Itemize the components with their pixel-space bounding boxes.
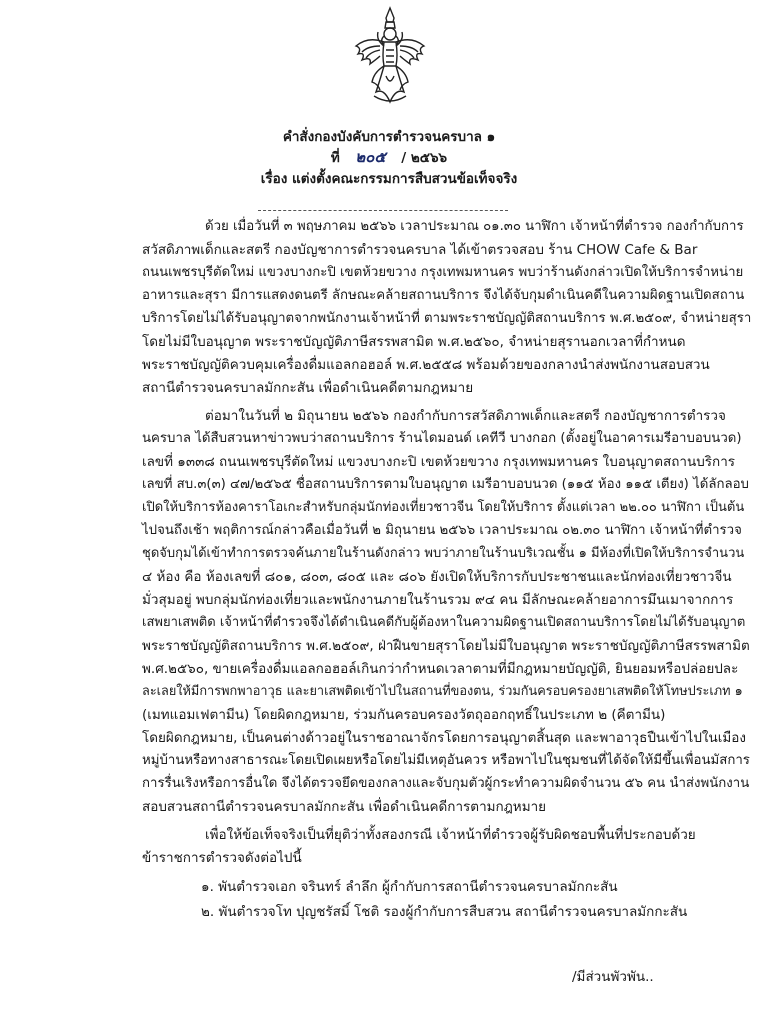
body-line: (เมทแอมเฟตามีน) โดยผิดกฎหมาย, ร่วมกันครอบครองวัตถุออกฤทธิ์ในประเภท ๒ (คีตามีน) xyxy=(142,707,666,723)
order-number-handwritten: ๒๐๕ xyxy=(355,148,386,166)
body-line: พระราชบัญญัติควบคุมเครื่องดื่มแอลกอฮอล์ พ.ศ.๒๕๕๘ พร้อมด้วยของกลางนำส่งพนักงานสอบสวน xyxy=(142,357,710,373)
body-line: เลขที่ ๑๓๓๘ ถนนเพชรบุรีตัดใหม่ แขวงบางกะปิ เขตห้วยขวาง กรุงเทพมหานคร ใบอนุญาตสถานบริการ xyxy=(142,454,736,470)
order-title: คำสั่งกองบังคับการตำรวจนครบาล ๑ xyxy=(282,129,496,145)
officer-item: ๑. พันตำรวจเอก จรินทร์ ลำลึก ผู้กำกับการสถานีตำรวจนครบาลมักกะสัน xyxy=(201,879,618,895)
body-line: มั่วสุมอยู่ พบกลุ่มนักท่องเที่ยวและพนักงานภายในร้านรวม ๙๔ คน มีลักษณะคล้ายอาการมึนเมาจากการ xyxy=(142,592,734,608)
order-number xyxy=(0,148,778,167)
body-line: พระราชบัญญัติสถานบริการ พ.ศ.๒๕๐๙, ฝ่าฝืนขายสุราโดยไม่มีใบอนุญาต พระราชบัญญัติภาษีสรรพสามิต xyxy=(142,638,750,654)
body-line: นครบาล ได้สืบสวนหาข่าวพบว่าสถานบริการ ร้านไดมอนด์ เคทีวี บางกอก (ตั้งอยู่ในอาคารเมรีอาบอบนวด) xyxy=(142,431,742,446)
body-line: สวัสดิภาพเด็กและสตรี กองบัญชาการตำรวจนครบาล ได้เข้าตรวจสอบ ร้าน CHOW Cafe & Bar xyxy=(142,242,698,258)
body-line: โดยไม่มีใบอนุญาต พระราชบัญญัติภาษีสรรพสามิต พ.ศ.๒๕๖๐, จำหน่ายสุรานอกเวลาที่กำหนด xyxy=(142,334,686,350)
body-line: โดยผิดกฎหมาย, เป็นคนต่างด้าวอยู่ในราชอาณาจักรโดยการอนุญาตสิ้นสุด และพาอาวุธปืนเข้าไปในเมือง xyxy=(142,730,746,746)
body-line: สถานีตำรวจนครบาลมักกะสัน เพื่อดำเนินคดีตามกฎหมาย xyxy=(142,380,474,396)
body-line: เสพยาเสพติด เจ้าหน้าที่ตำรวจจึงได้ดำเนินคดีกับผู้ต้องหาในความผิดฐานเปิดสถานบริการโดยไม่ได้รับอนุญาต xyxy=(142,615,746,630)
body-line: บริการโดยไม่ได้รับอนุญาตจากพนักงานเจ้าหน้าที่ ตามพระราชบัญญัติสถานบริการ พ.ศ.๒๕๐๙, จำหน่ายสุรา xyxy=(142,311,752,326)
body-line: เลขที่ สบ.๓(๓) ๔๗/๒๕๖๕ ชื่อสถานบริการตามใบอนุญาต เมรีอาบอบนวด (๑๑๕ ห้อง ๑๑๕ เตียง) ได้ลักลอบ xyxy=(142,477,749,492)
body-line: พ.ศ.๒๕๖๐, ขายเครื่องดื่มแอลกอฮอล์เกินกว่ากำหนดเวลาตามที่มีกฎหมายบัญญัติ, ยินยอมหรือปล่อยปละ xyxy=(142,661,739,677)
order-subject: เรื่อง แต่งตั้งคณะกรรมการสืบสวนข้อเท็จจริง xyxy=(260,171,518,187)
body-line: ละเลยให้มีการพกพาอาวุธ และยาเสพติดเข้าไปในสถานที่ของตน, ร่วมกันครอบครองยาเสพติดให้โทษประเภท ๑ xyxy=(142,684,743,699)
order-number-prefix: ที่ xyxy=(330,150,340,166)
header-divider xyxy=(258,210,508,211)
body-line: สอบสวนสถานีตำรวจนครบาลมักกะสัน เพื่อดำเนินคดีการตามกฎหมาย xyxy=(142,799,547,815)
body-line: เพื่อให้ข้อเท็จจริงเป็นที่ยุติว่าทั้งสองกรณี เจ้าหน้าที่ตำรวจผู้รับผิดชอบพื้นที่ประกอบด้วย xyxy=(205,827,696,843)
garuda-emblem-icon xyxy=(350,6,430,110)
body-line: ถนนเพชรบุรีตัดใหม่ แขวงบางกะปิ เขตห้วยขวาง กรุงเทพมหานคร พบว่าร้านดังกล่าวเปิดให้บริการจำหน่าย xyxy=(142,265,744,280)
body-line: ด้วย เมื่อวันที่ ๓ พฤษภาคม ๒๕๖๖ เวลาประมาณ ๐๑.๓๐ นาฬิกา เจ้าหน้าที่ตำรวจ กองกำกับการ xyxy=(205,219,744,234)
body-line: ชุดจับกุมได้เข้าทำการตรวจค้นภายในร้านดังกล่าว พบว่าภายในร้านบริเวณชั้น ๑ มีห้องที่เปิดให้บริการจำนวน xyxy=(142,546,745,561)
body-line: เปิดให้บริการห้องคาราโอเกะสำหรับกลุ่มนักท่องเที่ยวชาวจีน โดยให้บริการ ตั้งแต่เวลา ๒๒.๐๐ นาฬิกา เป็นต้น xyxy=(142,500,745,515)
body-line: ไปจนถึงเช้า พฤติการณ์กล่าวคือเมื่อวันที่ ๒ มิถุนายน ๒๕๖๖ เวลาประมาณ ๐๒.๓๐ นาฬิกา เจ้าหน้าที่ตำรวจ xyxy=(142,523,742,538)
body-line: ต่อมาในวันที่ ๒ มิถุนายน ๒๕๖๖ กองกำกับการสวัสดิภาพเด็กและสตรี กองบัญชาการตำรวจ xyxy=(205,408,726,424)
body-line: อาหารและสุรา มีการแสดงดนตรี ลักษณะคล้ายสถานบริการ จึงได้จับกุมดำเนินคดีในความผิดฐานเปิดสถาน xyxy=(142,288,745,303)
body-line: ๔ ห้อง คือ ห้องเลขที่ ๘๐๑, ๘๐๓, ๘๐๕ และ ๘๐๖ ยังเปิดให้บริการกับประชาชนและนักท่องเที่ยวชาวจีน xyxy=(142,569,732,585)
order-number-year: / ๒๕๖๖ xyxy=(401,150,448,166)
body-line: หมู่บ้านหรือทางสาธารณะโดยเปิดเผยหรือโดยไม่มีเหตุอันควร หรือพาไปในชุมชนที่ได้จัดให้มีขึ้นเพื่อนมัสการ xyxy=(142,753,750,768)
body-line: ข้าราชการตำรวจดังต่อไปนี้ xyxy=(142,850,302,866)
body-line: การรื่นเริงหรือการอื่นใด จึงได้ตรวจยึดของกลางและจับกุมตัวผู้กระทำความผิดจำนวน ๕๖ คน นำส่งพนักงาน xyxy=(142,776,750,791)
officer-item: ๒. พันตำรวจโท ปุญชรัสมิ์ โชติ รองผู้กำกับการสืบสวน สถานีตำรวจนครบาลมักกะสัน xyxy=(201,904,688,920)
continuation-marker: /มีส่วนพัวพัน.. xyxy=(572,969,654,985)
